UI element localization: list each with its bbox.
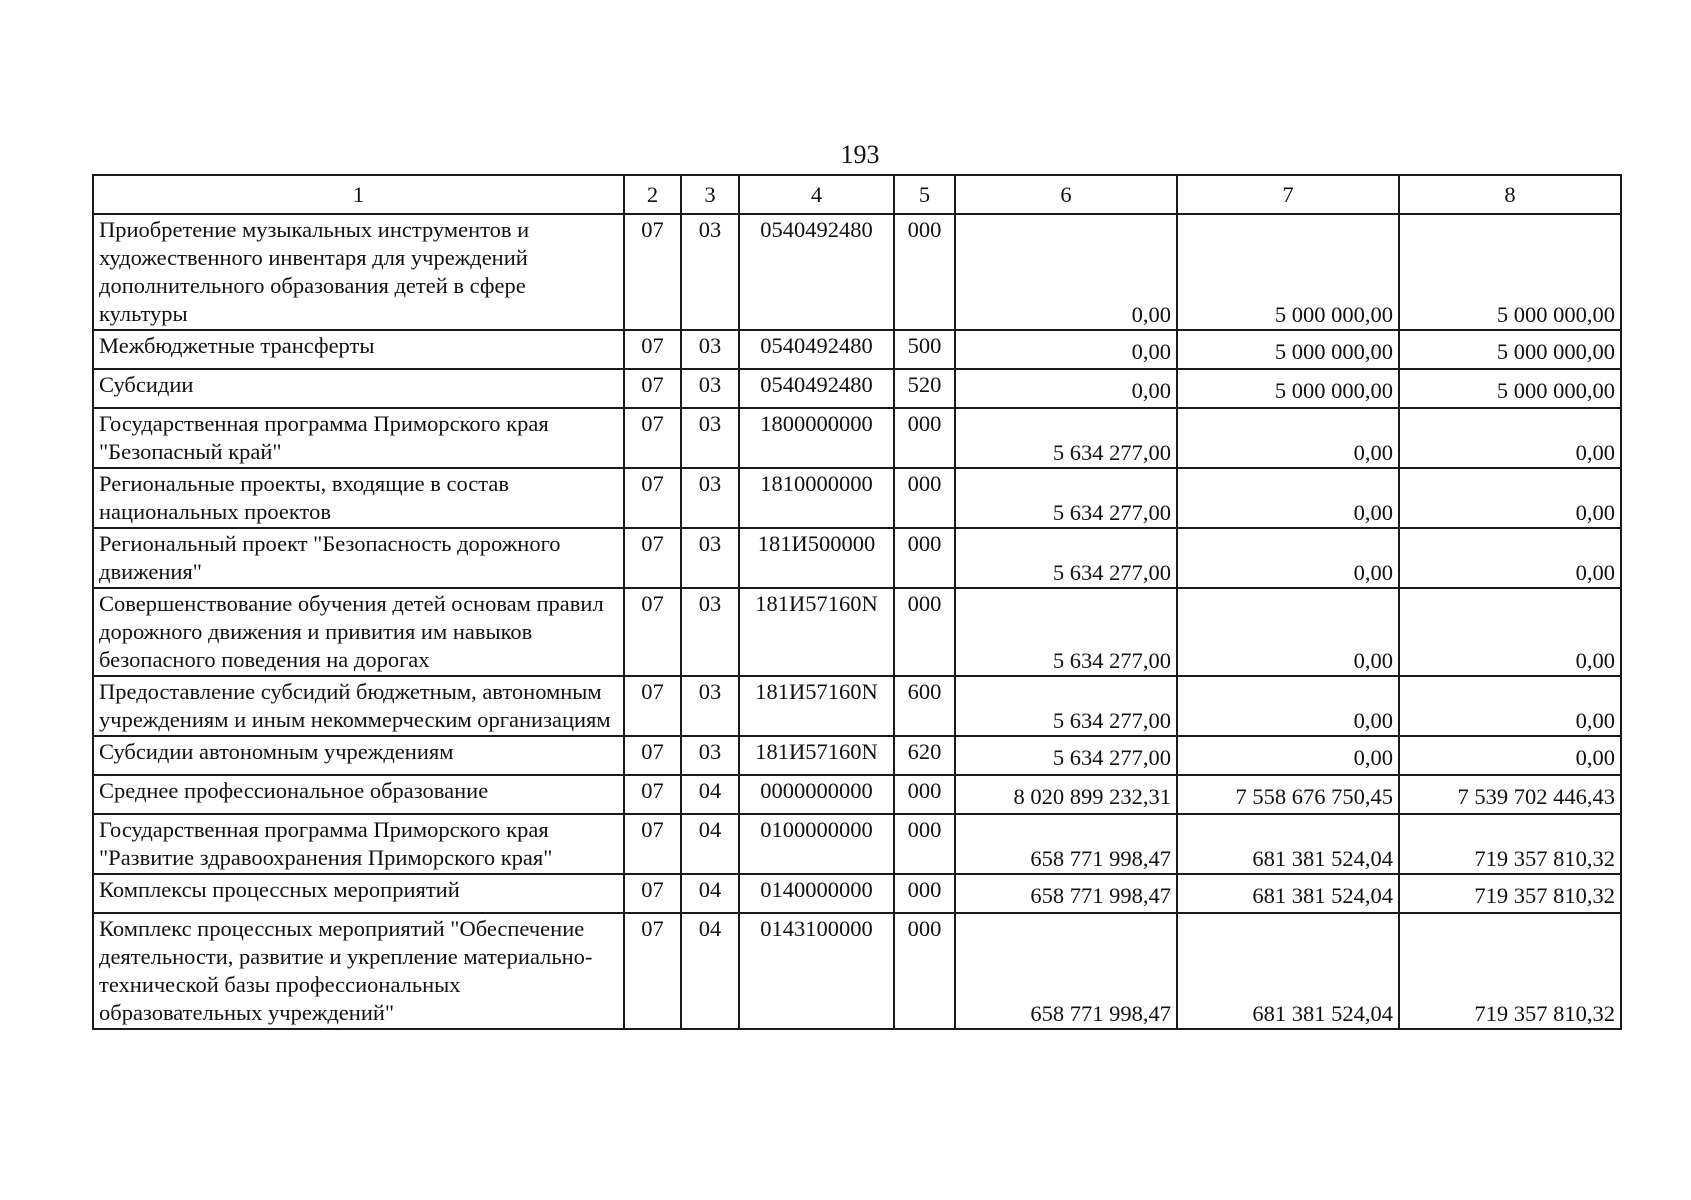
row-expense-type-code: 000 bbox=[894, 468, 955, 528]
row-amount-col8: 0,00 bbox=[1399, 736, 1621, 775]
row-expense-type-code: 000 bbox=[894, 913, 955, 1029]
row-subsection-code: 04 bbox=[681, 913, 739, 1029]
row-section-code: 07 bbox=[624, 736, 681, 775]
table-row bbox=[93, 408, 1621, 468]
row-subsection-code: 03 bbox=[681, 330, 739, 369]
column-header: 8 bbox=[1399, 175, 1621, 214]
row-section-code: 07 bbox=[624, 588, 681, 676]
row-subsection-code: 03 bbox=[681, 676, 739, 736]
row-name: Совершенствование обучения детей основам правил дорожного движения и привития им навыков безопасного поведения на дорогах bbox=[93, 588, 624, 676]
row-target-code: 1810000000 bbox=[739, 468, 894, 528]
row-name: Субсидии bbox=[93, 369, 624, 408]
table-row bbox=[93, 676, 1621, 736]
row-subsection-code: 03 bbox=[681, 736, 739, 775]
row-target-code: 0540492480 bbox=[739, 330, 894, 369]
table-row bbox=[93, 528, 1621, 588]
row-subsection-code: 03 bbox=[681, 369, 739, 408]
row-section-code: 07 bbox=[624, 676, 681, 736]
row-target-code: 181И57160N bbox=[739, 736, 894, 775]
row-amount-col6: 658 771 998,47 bbox=[955, 913, 1177, 1029]
row-expense-type-code: 000 bbox=[894, 528, 955, 588]
row-amount-col6: 8 020 899 232,31 bbox=[955, 775, 1177, 814]
row-target-code: 0143100000 bbox=[739, 913, 894, 1029]
row-amount-col8: 7 539 702 446,43 bbox=[1399, 775, 1621, 814]
row-amount-col8: 0,00 bbox=[1399, 468, 1621, 528]
row-section-code: 07 bbox=[624, 468, 681, 528]
row-target-code: 0000000000 bbox=[739, 775, 894, 814]
row-name: Приобретение музыкальных инструментов и художественного инвентаря для учреждений дополнительного образования детей в сфере культуры bbox=[93, 214, 624, 330]
row-amount-col8: 5 000 000,00 bbox=[1399, 330, 1621, 369]
row-amount-col6: 5 634 277,00 bbox=[955, 468, 1177, 528]
row-subsection-code: 03 bbox=[681, 214, 739, 330]
table-row bbox=[93, 588, 1621, 676]
row-amount-col6: 5 634 277,00 bbox=[955, 408, 1177, 468]
row-name: Предоставление субсидий бюджетным, автономным учреждениям и иным некоммерческим организациям bbox=[93, 676, 624, 736]
row-amount-col7: 0,00 bbox=[1177, 528, 1399, 588]
row-amount-col7: 681 381 524,04 bbox=[1177, 814, 1399, 874]
table-header-row bbox=[93, 175, 1621, 214]
row-expense-type-code: 500 bbox=[894, 330, 955, 369]
row-amount-col7: 5 000 000,00 bbox=[1177, 214, 1399, 330]
row-amount-col7: 7 558 676 750,45 bbox=[1177, 775, 1399, 814]
column-header: 5 bbox=[894, 175, 955, 214]
row-target-code: 181И500000 bbox=[739, 528, 894, 588]
table-row bbox=[93, 468, 1621, 528]
row-name: Комплекс процессных мероприятий "Обеспечение деятельности, развитие и укрепление материально-технической базы профессиональных образовательных учреждений" bbox=[93, 913, 624, 1029]
table-row bbox=[93, 913, 1621, 1029]
row-name: Государственная программа Приморского края "Развитие здравоохранения Приморского края" bbox=[93, 814, 624, 874]
row-expense-type-code: 000 bbox=[894, 775, 955, 814]
column-header: 2 bbox=[624, 175, 681, 214]
row-amount-col8: 0,00 bbox=[1399, 588, 1621, 676]
table-row bbox=[93, 214, 1621, 330]
row-amount-col8: 0,00 bbox=[1399, 676, 1621, 736]
row-amount-col8: 719 357 810,32 bbox=[1399, 913, 1621, 1029]
row-target-code: 0540492480 bbox=[739, 214, 894, 330]
table-row bbox=[93, 736, 1621, 775]
row-expense-type-code: 620 bbox=[894, 736, 955, 775]
row-name: Региональные проекты, входящие в состав национальных проектов bbox=[93, 468, 624, 528]
row-section-code: 07 bbox=[624, 408, 681, 468]
column-header: 3 bbox=[681, 175, 739, 214]
row-section-code: 07 bbox=[624, 814, 681, 874]
row-amount-col6: 5 634 277,00 bbox=[955, 528, 1177, 588]
row-name: Государственная программа Приморского края "Безопасный край" bbox=[93, 408, 624, 468]
row-amount-col7: 681 381 524,04 bbox=[1177, 874, 1399, 913]
row-subsection-code: 03 bbox=[681, 528, 739, 588]
row-name: Комплексы процессных мероприятий bbox=[93, 874, 624, 913]
row-expense-type-code: 000 bbox=[894, 214, 955, 330]
row-amount-col7: 0,00 bbox=[1177, 676, 1399, 736]
row-amount-col6: 5 634 277,00 bbox=[955, 736, 1177, 775]
row-target-code: 181И57160N bbox=[739, 588, 894, 676]
row-target-code: 181И57160N bbox=[739, 676, 894, 736]
row-target-code: 0140000000 bbox=[739, 874, 894, 913]
row-expense-type-code: 600 bbox=[894, 676, 955, 736]
row-amount-col8: 719 357 810,32 bbox=[1399, 874, 1621, 913]
row-target-code: 0540492480 bbox=[739, 369, 894, 408]
row-target-code: 1800000000 bbox=[739, 408, 894, 468]
table-row bbox=[93, 874, 1621, 913]
column-header: 4 bbox=[739, 175, 894, 214]
row-amount-col8: 0,00 bbox=[1399, 528, 1621, 588]
row-subsection-code: 03 bbox=[681, 588, 739, 676]
row-amount-col6: 658 771 998,47 bbox=[955, 814, 1177, 874]
row-expense-type-code: 000 bbox=[894, 408, 955, 468]
column-header: 7 bbox=[1177, 175, 1399, 214]
row-expense-type-code: 000 bbox=[894, 588, 955, 676]
row-subsection-code: 04 bbox=[681, 874, 739, 913]
row-amount-col7: 0,00 bbox=[1177, 408, 1399, 468]
table-row bbox=[93, 814, 1621, 874]
table-row bbox=[93, 330, 1621, 369]
row-amount-col6: 658 771 998,47 bbox=[955, 874, 1177, 913]
row-section-code: 07 bbox=[624, 913, 681, 1029]
row-name: Межбюджетные трансферты bbox=[93, 330, 624, 369]
row-amount-col6: 0,00 bbox=[955, 214, 1177, 330]
row-amount-col8: 5 000 000,00 bbox=[1399, 369, 1621, 408]
row-section-code: 07 bbox=[624, 369, 681, 408]
row-subsection-code: 04 bbox=[681, 814, 739, 874]
row-amount-col7: 5 000 000,00 bbox=[1177, 330, 1399, 369]
row-expense-type-code: 520 bbox=[894, 369, 955, 408]
page-number: 193 bbox=[840, 140, 880, 169]
row-subsection-code: 04 bbox=[681, 775, 739, 814]
row-expense-type-code: 000 bbox=[894, 874, 955, 913]
row-amount-col6: 0,00 bbox=[955, 330, 1177, 369]
row-subsection-code: 03 bbox=[681, 408, 739, 468]
row-subsection-code: 03 bbox=[681, 468, 739, 528]
row-section-code: 07 bbox=[624, 874, 681, 913]
row-amount-col6: 0,00 bbox=[955, 369, 1177, 408]
row-amount-col7: 0,00 bbox=[1177, 468, 1399, 528]
column-header: 6 bbox=[955, 175, 1177, 214]
row-amount-col8: 0,00 bbox=[1399, 408, 1621, 468]
budget-table bbox=[92, 174, 1622, 1030]
row-name: Субсидии автономным учреждениям bbox=[93, 736, 624, 775]
row-amount-col7: 0,00 bbox=[1177, 736, 1399, 775]
row-name: Среднее профессиональное образование bbox=[93, 775, 624, 814]
row-amount-col8: 719 357 810,32 bbox=[1399, 814, 1621, 874]
row-amount-col7: 5 000 000,00 bbox=[1177, 369, 1399, 408]
row-section-code: 07 bbox=[624, 528, 681, 588]
row-section-code: 07 bbox=[624, 330, 681, 369]
row-amount-col7: 0,00 bbox=[1177, 588, 1399, 676]
row-section-code: 07 bbox=[624, 775, 681, 814]
row-section-code: 07 bbox=[624, 214, 681, 330]
row-amount-col8: 5 000 000,00 bbox=[1399, 214, 1621, 330]
row-amount-col6: 5 634 277,00 bbox=[955, 676, 1177, 736]
row-expense-type-code: 000 bbox=[894, 814, 955, 874]
row-target-code: 0100000000 bbox=[739, 814, 894, 874]
row-amount-col7: 681 381 524,04 bbox=[1177, 913, 1399, 1029]
table-row bbox=[93, 775, 1621, 814]
column-header: 1 bbox=[93, 175, 624, 214]
row-name: Региональный проект "Безопасность дорожного движения" bbox=[93, 528, 624, 588]
table-row bbox=[93, 369, 1621, 408]
row-amount-col6: 5 634 277,00 bbox=[955, 588, 1177, 676]
